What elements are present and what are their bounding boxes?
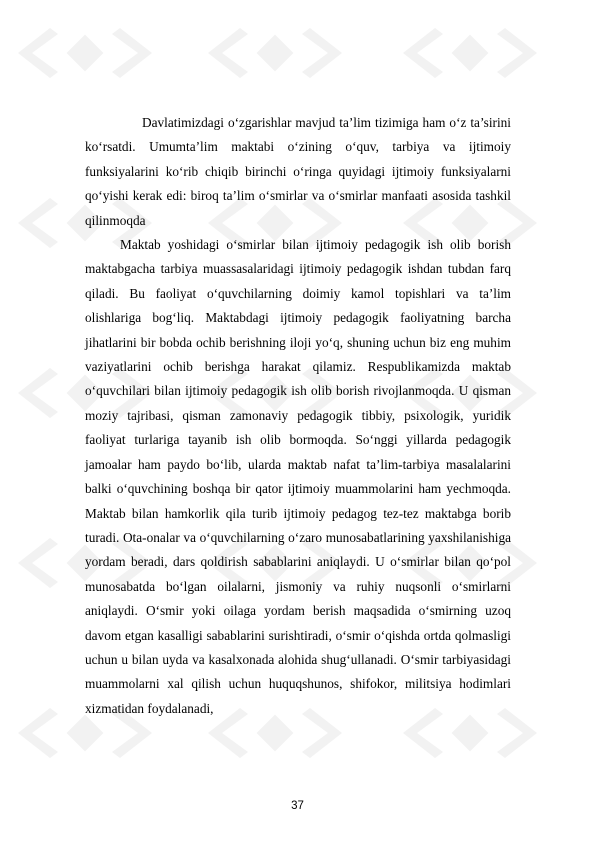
diamond-watermark-icon — [10, 20, 160, 86]
body-text — [85, 111, 511, 721]
diamond-watermark-icon — [200, 20, 350, 86]
paragraph-2: Maktab yoshidagi o‘smirlar bilan ijtimoiy pedagogik ish olib borish maktabgacha tarbiya muassasalaridagi ijtimoiy pedagogik ishdan tubdan farq qiladi. Bu faoliyat o‘quvchilarning doimiy kamol topishlari va ta’lim olishlariga bog‘liq. Maktabdagi ijtimoiy pedagogik faoliyatning barcha jihatlarini bir bobda ochib berishning iloji yo‘q, shuning uchun biz eng muhim vaziyatlarini ochib berishga harakat qilamiz. Respublikamizda maktab o‘quvchilari bilan ijtimoiy pedagogik ish olib borish rivojlanmoqda. U qisman moziy tajribasi, qisman zamonaviy pedagogik tibbiy, psixologik, yuridik faoliyat turlariga tayanib ish olib bormoqda. So‘nggi yillarda pedagogik jamoalar ham paydo bo‘lib, ularda maktab nafat ta’lim-tarbiya masalalarini balki o‘quvchining boshqa bir qator ijtimoiy muammolarini ham yechmoqda. Maktab bilan hamkorlik qila turib ijtimoiy pedagog tez-tez maktabga borib turadi. Ota-onalar va o‘quvchilarning o‘zaro munosabatlarining yaxshilanishiga yordam beradi, dars qoldirish sabablarini aniqlaydi. U o‘smirlar bilan qo‘pol munosabatda bo‘lgan oilalarni, jismoniy va ruhiy nuqsonli o‘smirlarni aniqlaydi. O‘smir yoki oilaga yordam berish maqsadida o‘smirning uzoq davom etgan kasalligi sabablarini surishtiradi, o‘smir o‘qishda ortda qolmasligi uchun u bilan uyda va kasalxonada alohida shug‘ullanadi. O‘smir tarbiyasidagi muammolarni xal qilish uchun huquqshunos, shifokor, militsiya hodimlari xizmatidan foydalanadi, — [85, 237, 511, 716]
page-number: 37 — [291, 800, 304, 812]
diamond-watermark-icon — [395, 20, 545, 86]
paragraph-1: Davlatimizdagi o‘zgarishlar mavjud ta’lim tizimiga ham o‘z ta’sirini ko‘rsatdi. Umumta’lim maktabi o‘zining o‘quv, tarbiya va ijtimoiy funksiyalarini ko‘rib chiqib birinchi o‘ringa quyidagi ijtimoiy funksiyalarni qo‘yishi kerak edi: biroq ta’lim o‘smirlar va o‘smirlar manfaati asosida tashkil qilinmoqda — [85, 115, 511, 228]
